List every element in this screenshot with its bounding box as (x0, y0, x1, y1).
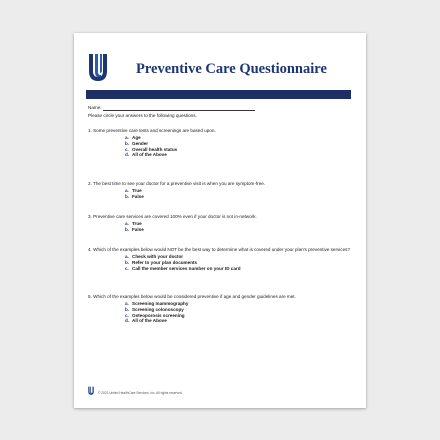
question-block-3 (88, 214, 350, 233)
u-shield-logo-icon (88, 52, 108, 82)
answer-options (88, 188, 350, 200)
option-letter: b. (125, 306, 130, 312)
option-letter: b. (125, 140, 130, 146)
question-block-5 (88, 294, 350, 324)
option-label: True (132, 188, 142, 193)
option-label: Call the member services number on your ID card (132, 265, 241, 271)
questionnaire-sheet (74, 33, 366, 408)
option-label: Check with your doctor (132, 254, 184, 259)
answer-option[interactable] (125, 152, 350, 158)
name-label: Name: (88, 105, 102, 110)
option-letter: b. (125, 259, 130, 265)
footer-logo-icon (88, 386, 94, 395)
option-letter: a. (125, 254, 129, 259)
answer-options (88, 254, 350, 271)
page-title: Preventive Care Questionnaire (136, 61, 327, 77)
option-label: Osteoporosis screening (132, 312, 185, 318)
option-label: Refer to your plan documents (132, 259, 198, 265)
answer-options (88, 221, 350, 233)
option-label: Gender (132, 140, 149, 146)
option-letter: a. (125, 135, 129, 140)
option-letter: b. (125, 226, 130, 232)
option-letter: c. (125, 265, 129, 271)
option-label: True (132, 221, 142, 226)
option-letter: c. (125, 146, 129, 152)
option-label: Age (132, 135, 141, 140)
option-label: False (132, 193, 144, 199)
option-label: All of the Above (132, 318, 167, 324)
instructions-text: Please circle your answers to the following questions. (88, 113, 197, 118)
option-label: All of the Above (132, 152, 167, 158)
question-block-2 (88, 181, 350, 200)
answer-option[interactable] (125, 266, 350, 272)
question-text: 1. Some preventive care tests and screenings are based upon. (88, 128, 216, 133)
option-letter: a. (125, 221, 129, 226)
question-text: 4. Which of the examples below would NOT be the best way to determine what is covered under your plan's preventive services? (88, 247, 351, 252)
option-letter: d. (125, 152, 130, 158)
question-block-1 (88, 128, 350, 158)
answer-option[interactable] (125, 227, 350, 233)
question-text: 3. Preventive care services are covered 100% even if your doctor is not in-network. (88, 214, 257, 219)
option-letter: a. (125, 301, 129, 306)
question-block-4 (88, 247, 350, 271)
answer-option[interactable] (125, 318, 350, 324)
question-text: 5. Which of the examples below would be considered preventive if age and gender guidelines are met. (88, 294, 296, 299)
answer-options (88, 135, 350, 158)
answer-options (88, 301, 350, 324)
option-letter: b. (125, 193, 130, 199)
name-blank-line[interactable] (103, 106, 255, 111)
option-label: Screening mammography (132, 301, 189, 306)
answer-option[interactable] (125, 194, 350, 200)
option-label: False (132, 226, 144, 232)
name-field-row (88, 105, 255, 111)
option-label: Overall health status (132, 146, 178, 152)
option-letter: d. (125, 318, 130, 324)
option-label: Screening colonoscopy (132, 306, 184, 312)
copyright-text: © 2021 United HealthCare Services, Inc. All rights reserved. (98, 391, 183, 395)
header-divider-bar (86, 90, 351, 99)
option-letter: a. (125, 188, 129, 193)
option-letter: c. (125, 312, 129, 318)
question-text: 2. The best time to see your doctor for a preventive visit is when you are symptom-free. (88, 181, 266, 186)
